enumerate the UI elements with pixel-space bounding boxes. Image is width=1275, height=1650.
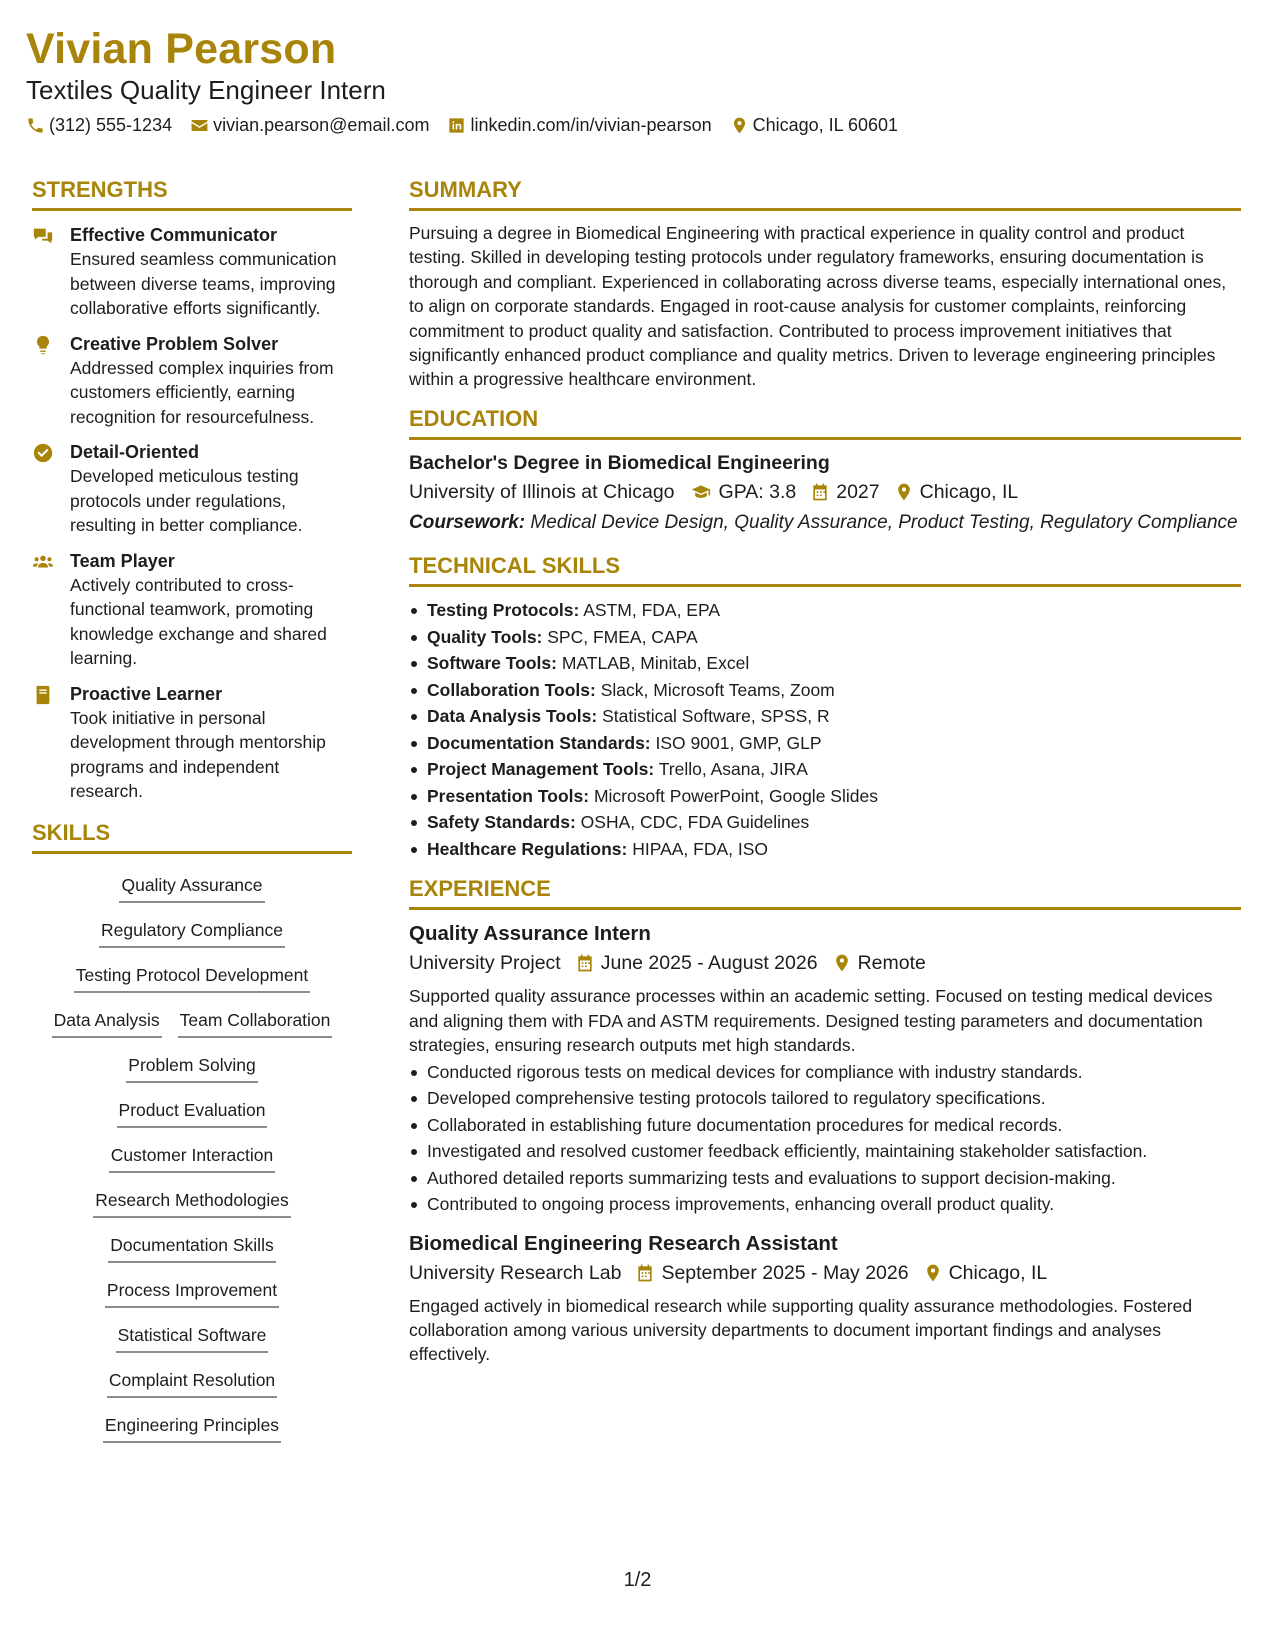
- job-description: Supported quality assurance processes within an academic setting. Focused on testing medical devices and aligning them with FDA and ASTM requirements. Designed testing parameters and documentation strategies, ensuring research outputs met high standards.: [409, 986, 1213, 1056]
- contact-linkedin-text: linkedin.com/in/vivian-pearson: [470, 114, 712, 135]
- tech-label: Software Tools:: [427, 653, 557, 674]
- contact-phone: [26, 115, 172, 136]
- job-title: Biomedical Engineering Research Assistant: [409, 1231, 838, 1255]
- tech-label: Presentation Tools:: [427, 785, 590, 806]
- list-item: [409, 624, 1241, 651]
- list-item: [409, 783, 1241, 810]
- list-item: [409, 703, 1241, 730]
- book-icon: [32, 684, 54, 706]
- list-item: Authored detailed reports summarizing tests and evaluations to support decision-making.: [409, 1165, 1241, 1192]
- tech-value: ISO 9001, GMP, GLP: [655, 732, 822, 753]
- calendar-icon: [575, 953, 595, 973]
- tech-value: ASTM, FDA, EPA: [583, 600, 721, 621]
- calendar-icon: [635, 1263, 655, 1283]
- tech-value: Trello, Asana, JIRA: [658, 759, 808, 780]
- phone-icon: [26, 116, 45, 135]
- check-circle-icon: [32, 442, 54, 464]
- contact-location-text: Chicago, IL 60601: [752, 114, 899, 135]
- skill-tag: Regulatory Compliance: [99, 918, 285, 948]
- list-item: Conducted rigorous tests on medical devices for compliance with industry standards.: [409, 1059, 1241, 1086]
- job-bullets: [409, 1059, 1241, 1218]
- tech-label: Project Management Tools:: [427, 759, 655, 780]
- tech-label: Data Analysis Tools:: [427, 706, 598, 727]
- job-dates: September 2025 - May 2026: [661, 1261, 909, 1284]
- strength-item: [32, 223, 352, 321]
- job-entry: [409, 1230, 1241, 1367]
- skill-tag: Data Analysis: [52, 1008, 162, 1038]
- job-meta: [409, 948, 1241, 978]
- list-item: [409, 597, 1241, 624]
- calendar-icon: [810, 482, 830, 502]
- job-location: Remote: [857, 952, 926, 975]
- job-description: Engaged actively in biomedical research while supporting quality assurance methodologies. Fostered collaboration among various university departments to document important findings and analyses effectively.: [409, 1295, 1193, 1365]
- coursework-label: Coursework:: [409, 511, 526, 533]
- candidate-role: Textiles Quality Engineer Intern: [26, 75, 386, 105]
- contact-email[interactable]: [190, 115, 429, 136]
- strength-title: Proactive Learner: [70, 683, 223, 704]
- strength-item: [32, 332, 352, 430]
- education-degree: Bachelor's Degree in Biomedical Engineering: [409, 451, 830, 474]
- job-meta: [409, 1258, 1241, 1288]
- candidate-name: Vivian Pearson: [26, 25, 337, 73]
- list-item: [409, 756, 1241, 783]
- job-org: University Project: [409, 952, 561, 975]
- list-item: [409, 677, 1241, 704]
- list-item: Developed comprehensive testing protocols tailored to regulatory specifications.: [409, 1085, 1241, 1112]
- tech-value: Slack, Microsoft Teams, Zoom: [600, 679, 835, 700]
- technical-skills-title: TECHNICAL SKILLS: [409, 551, 1241, 587]
- summary-text: Pursuing a degree in Biomedical Engineering with practical experience in quality control and product testing. Skilled in developing testing protocols under regulatory frameworks, ensuring documentation is thorough and compliant. Experienced in collaborating across diverse teams, especially international ones, to align on corporate standards. Engaged in root-cause analysis for customer complaints, reinforcing commitment to product quality and satisfaction. Contributed to process improvement initiatives that significantly enhanced product compliance and quality metrics. Driven to leverage engineering principles within a progressive healthcare environment.: [409, 223, 1227, 390]
- education-coursework: [409, 511, 1241, 536]
- skill-tag: Customer Interaction: [109, 1143, 275, 1173]
- skill-tag: Team Collaboration: [178, 1008, 333, 1038]
- education-school: University of Illinois at Chicago: [409, 480, 675, 503]
- tech-value: MATLAB, Minitab, Excel: [561, 653, 750, 674]
- skill-tag: Quality Assurance: [119, 873, 264, 903]
- team-icon: [32, 551, 54, 573]
- education-meta: [409, 477, 1241, 507]
- job-title: Quality Assurance Intern: [409, 922, 651, 946]
- tech-label: Testing Protocols:: [427, 600, 580, 621]
- envelope-icon: [190, 116, 209, 135]
- strength-desc: Took initiative in personal development through mentorship programs and independent research.: [70, 707, 326, 801]
- job-location: Chicago, IL: [948, 1261, 1048, 1284]
- skills-title: SKILLS: [32, 818, 352, 854]
- tech-value: HIPAA, FDA, ISO: [632, 838, 769, 859]
- list-item: Contributed to ongoing process improvements, enhancing overall product quality.: [409, 1191, 1241, 1218]
- list-item: Collaborated in establishing future documentation procedures for medical records.: [409, 1112, 1241, 1139]
- experience-title: EXPERIENCE: [409, 874, 1241, 910]
- left-column: [32, 175, 352, 1453]
- strength-item: [32, 682, 352, 804]
- strength-title: Creative Problem Solver: [70, 333, 279, 354]
- list-item: [409, 809, 1241, 836]
- tech-label: Documentation Standards:: [427, 732, 651, 753]
- strength-title: Team Player: [70, 550, 175, 571]
- skill-tag: Process Improvement: [105, 1278, 279, 1308]
- strength-title: Effective Communicator: [70, 225, 278, 245]
- contact-phone-text: (312) 555-1234: [49, 114, 173, 135]
- contact-location: [730, 115, 898, 136]
- tech-label: Collaboration Tools:: [427, 679, 596, 700]
- strength-item: [32, 440, 352, 538]
- technical-skills-list: [409, 597, 1241, 862]
- strength-desc: Addressed complex inquiries from customers efficiently, earning recognition for resourcefulness.: [70, 357, 334, 427]
- job-dates: June 2025 - August 2026: [600, 952, 818, 975]
- skill-tag: Documentation Skills: [108, 1233, 275, 1263]
- summary-title: SUMMARY: [409, 175, 1241, 211]
- list-item: [409, 730, 1241, 757]
- contact-bar: [26, 113, 916, 137]
- job-org: University Research Lab: [409, 1261, 622, 1284]
- page-number: 1/2: [623, 1569, 652, 1591]
- skill-tag: Product Evaluation: [117, 1098, 268, 1128]
- tech-label: Quality Tools:: [427, 626, 543, 647]
- skills-list: [32, 864, 352, 1453]
- education-title: EDUCATION: [409, 404, 1241, 440]
- strengths-title: STRENGTHS: [32, 175, 352, 211]
- chat-bubbles-icon: [32, 225, 54, 247]
- coursework-text: Medical Device Design, Quality Assurance, Product Testing, Regulatory Compliance: [530, 511, 1238, 533]
- skill-tag: Testing Protocol Development: [74, 963, 310, 993]
- location-pin-icon: [923, 1263, 943, 1283]
- skill-tag: Research Methodologies: [93, 1188, 291, 1218]
- tech-label: Healthcare Regulations:: [427, 838, 628, 859]
- strength-desc: Developed meticulous testing protocols under regulations, resulting in better compliance.: [70, 466, 303, 535]
- location-pin-icon: [730, 116, 749, 135]
- location-pin-icon: [832, 953, 852, 973]
- strength-desc: Ensured seamless communication between diverse teams, improving collaborative efforts significantly.: [70, 249, 337, 318]
- graduation-cap-icon: [689, 482, 713, 502]
- strengths-list: [32, 221, 352, 804]
- skill-tag: Complaint Resolution: [107, 1368, 277, 1398]
- tech-value: SPC, FMEA, CAPA: [547, 626, 698, 647]
- location-pin-icon: [894, 482, 914, 502]
- right-column: [409, 175, 1241, 1367]
- list-item: [409, 650, 1241, 677]
- job-entry: [409, 920, 1241, 1217]
- strength-item: [32, 549, 352, 671]
- lightbulb-icon: [32, 334, 54, 356]
- skill-tag: Statistical Software: [116, 1323, 269, 1353]
- contact-email-text: vivian.pearson@email.com: [213, 114, 430, 135]
- contact-linkedin[interactable]: [447, 115, 711, 136]
- list-item: [409, 836, 1241, 863]
- strength-title: Detail-Oriented: [70, 442, 200, 462]
- education-year: 2027: [836, 480, 880, 503]
- tech-value: OSHA, CDC, FDA Guidelines: [580, 812, 810, 833]
- tech-value: Microsoft PowerPoint, Google Slides: [593, 785, 878, 806]
- strength-desc: Actively contributed to cross-functional teamwork, promoting knowledge exchange and shared learning.: [70, 574, 327, 668]
- linkedin-icon: [447, 116, 466, 135]
- skill-tag: Engineering Principles: [103, 1413, 281, 1443]
- education-location: Chicago, IL: [919, 480, 1019, 503]
- education-gpa: GPA: 3.8: [718, 480, 797, 503]
- skill-tag: Problem Solving: [126, 1053, 257, 1083]
- tech-label: Safety Standards:: [427, 812, 576, 833]
- tech-value: Statistical Software, SPSS, R: [602, 706, 830, 727]
- list-item: Investigated and resolved customer feedback efficiently, maintaining stakeholder satisfaction.: [409, 1138, 1241, 1165]
